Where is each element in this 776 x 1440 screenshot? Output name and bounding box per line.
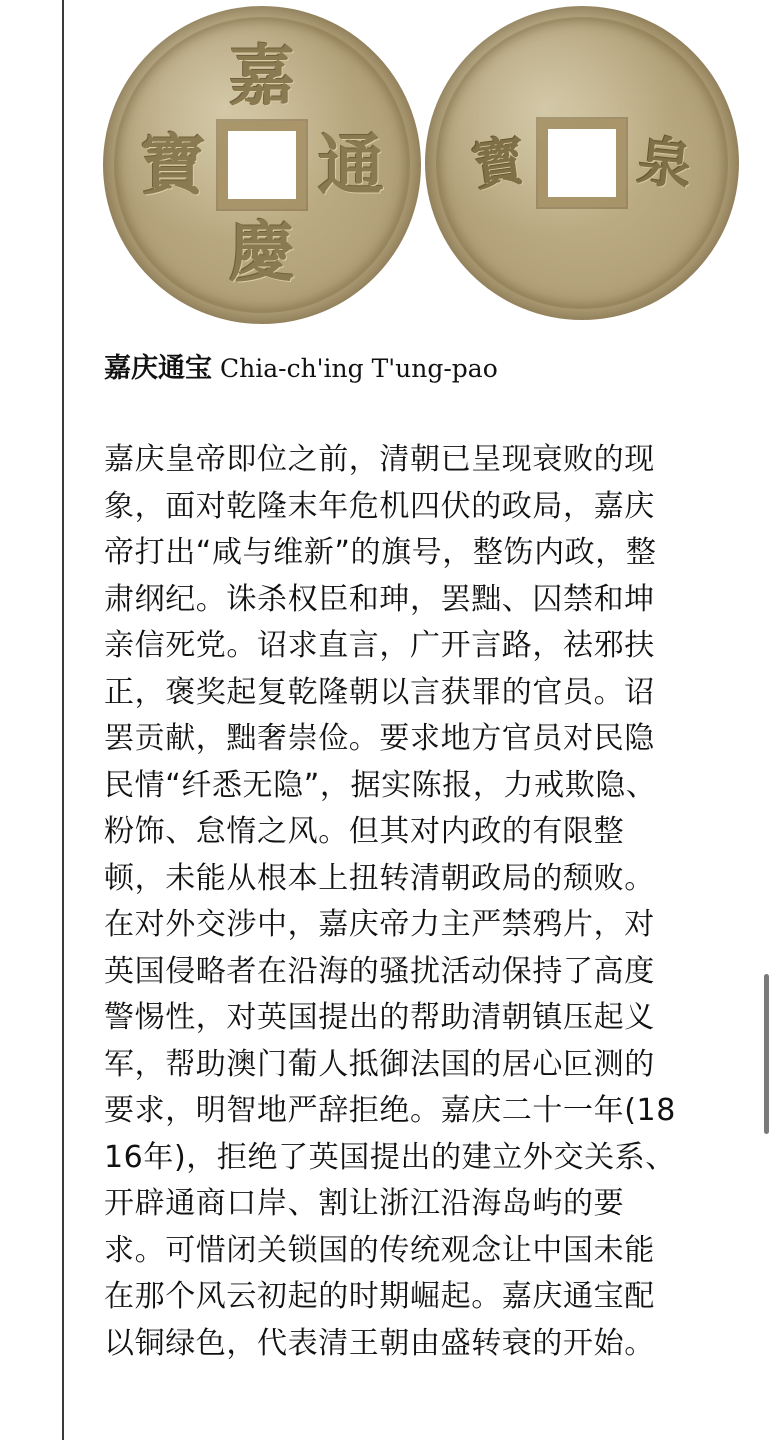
- body-text-line: 以铜绿色，代表清王朝由盛转衰的开始。: [104, 1325, 655, 1361]
- body-text-line: 帝打出“咸与维新”的旗号，整饬内政，整: [104, 535, 657, 570]
- body-text-line: 正，褒奖起复乾隆朝以言获罪的官员。诏: [104, 674, 655, 710]
- body-text-line: 警惕性，对英国提出的帮助清朝镇压起义: [104, 1000, 655, 1035]
- body-text-line: 求。可惜闭关锁国的传统观念让中国未能: [104, 1232, 655, 1268]
- body-text-line: 亲信死党。诏求直言，广开言路，祛邪扶: [104, 628, 655, 663]
- coin-glyph-top: 嘉: [229, 37, 295, 115]
- body-text-line: 象，面对乾隆末年危机四伏的政局，嘉庆: [104, 488, 655, 524]
- scrollbar-thumb[interactable]: [764, 974, 769, 1134]
- body-text-line: 开辟通商口岸、割让浙江沿海岛屿的要: [104, 1186, 625, 1221]
- body-text-line: 在那个风云初起的时期崛起。嘉庆通宝配: [104, 1279, 655, 1314]
- coin-square-hole: [228, 131, 296, 199]
- body-text-line: 在对外交涉中，嘉庆帝力主严禁鸦片，对: [104, 907, 655, 942]
- body-text-line: 肃纲纪。诛杀权臣和珅，罢黜、囚禁和坤: [104, 581, 655, 617]
- coin-mint-mark-right: 泉: [634, 128, 696, 198]
- image-caption: [104, 346, 498, 385]
- coin-reverse-image: [425, 6, 739, 320]
- coin-glyph-left: 寶: [140, 126, 206, 204]
- body-text-line: 军，帮助澳门葡人抵御法国的居心叵测的: [104, 1046, 655, 1082]
- body-text-line: 要求，明智地严辞拒绝。嘉庆二十一年(18: [104, 1093, 676, 1128]
- coin-mint-mark-left: 寳: [467, 127, 531, 199]
- body-text-line: 嘉庆皇帝即位之前，清朝已呈现衰败的现: [104, 442, 655, 477]
- caption-chinese-name: 嘉庆通宝: [104, 353, 212, 384]
- body-text-line: 罢贡献，黜奢崇俭。要求地方官员对民隐: [104, 721, 655, 756]
- body-text-line: 民情“纤悉无隐”，据实陈报，力戒欺隐、: [104, 767, 657, 803]
- coin-square-hole: [548, 129, 616, 197]
- article-body: [104, 437, 744, 1367]
- page-margin-rule: [62, 0, 64, 1440]
- caption-romanized-name: Chia-ch'ing T'ung-pao: [220, 354, 498, 383]
- body-text-line: 英国侵略者在沿海的骚扰活动保持了高度: [104, 953, 655, 989]
- body-text-line: 粉饰、怠惰之风。但其对内政的有限整: [104, 814, 625, 849]
- coin-glyph-bottom: 慶: [229, 213, 295, 291]
- coin-glyph-right: 通: [318, 126, 384, 204]
- body-text-line: 顿，未能从根本上扭转清朝政局的颓败。: [104, 860, 655, 896]
- body-text-line: 16年)，拒绝了英国提出的建立外交关系、: [104, 1139, 676, 1175]
- coin-obverse-image: [103, 6, 421, 324]
